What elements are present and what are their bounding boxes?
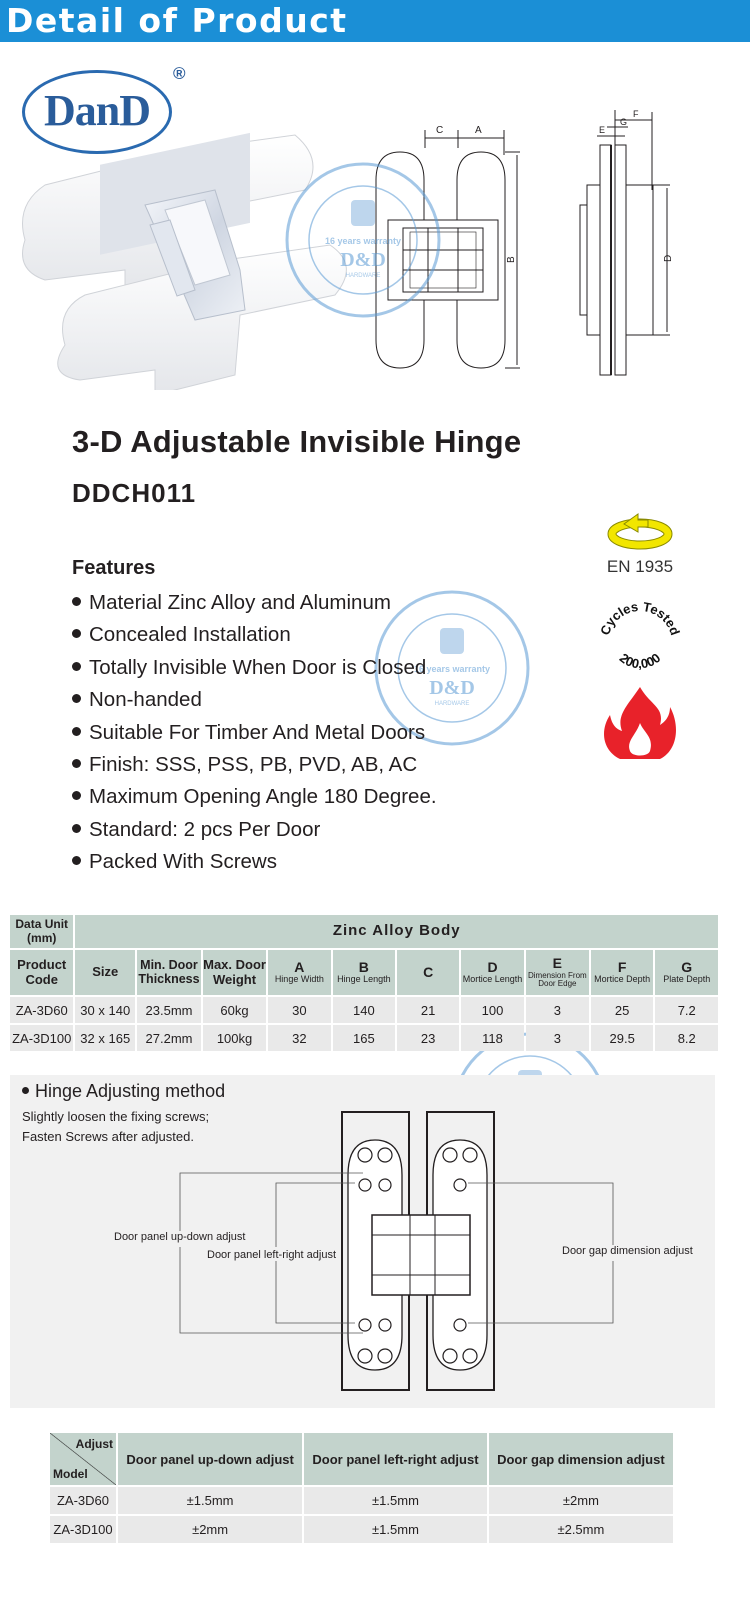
callout-left-right: Door panel left-right adjust (207, 1249, 337, 1261)
bullet-icon (72, 694, 81, 703)
dim-c-label: C (436, 125, 444, 136)
cell-size: 32 x 165 (75, 1025, 135, 1051)
body-material-header: Zinc Alloy Body (75, 915, 718, 948)
callout-gap: Door gap dimension adjust (562, 1245, 693, 1257)
feature-item: Suitable For Timber And Metal Doors (72, 717, 437, 749)
col-header-g: G Plate Depth (655, 950, 718, 995)
cell-gap: ±2mm (489, 1487, 673, 1514)
cell-e: 3 (526, 997, 589, 1023)
feature-item: Concealed Installation (72, 619, 437, 651)
feature-item: Non-handed (72, 684, 437, 716)
cell-up-down: ±1.5mm (118, 1487, 302, 1514)
cell-up-down: ±2mm (118, 1516, 302, 1543)
table-row (10, 997, 718, 1023)
col-header-left-right: Door panel left-right adjust (304, 1433, 487, 1485)
dim-g-label: G (620, 117, 628, 127)
cell-d: 100 (461, 997, 524, 1023)
cell-f: 29.5 (591, 1025, 654, 1051)
svg-text:16 years warranty: 16 years warranty (324, 236, 402, 246)
dim-e-label: E (599, 125, 606, 135)
cell-model: ZA-3D60 (50, 1487, 116, 1514)
cell-e: 3 (526, 1025, 589, 1051)
product-title: 3-D Adjustable Invisible Hinge (72, 424, 522, 459)
svg-text:Cycles Tested: Cycles Tested (597, 598, 683, 638)
feature-item: Totally Invisible When Door is Closed (72, 652, 437, 684)
col-header-min-thickness: Min. Door Thickness (137, 950, 201, 995)
feature-item: Material Zinc Alloy and Aluminum (72, 587, 437, 619)
cell-size: 30 x 140 (75, 997, 135, 1023)
cell-model: ZA-3D100 (50, 1516, 116, 1543)
col-header-e: E Dimension From Door Edge (526, 950, 589, 995)
features-heading: Features (72, 557, 156, 579)
cell-left-right: ±1.5mm (304, 1516, 487, 1543)
page-title: Detail of Product (6, 1, 348, 40)
fire-rated-icon (580, 685, 700, 760)
en1935-label: EN 1935 (606, 557, 674, 576)
adjusting-title: Hinge Adjusting method (22, 1081, 225, 1102)
cell-a: 32 (268, 1025, 330, 1051)
bullet-icon (22, 1087, 29, 1094)
adjusting-method-panel (10, 1075, 715, 1408)
feature-item: Maximum Opening Angle 180 Degree. (72, 781, 437, 813)
cell-min-thickness: 23.5mm (137, 997, 201, 1023)
feature-item: Packed With Screws (72, 846, 437, 878)
cell-max-weight: 60kg (203, 997, 266, 1023)
adjustment-table (48, 1431, 675, 1545)
col-header-f: F Mortice Depth (591, 950, 654, 995)
cell-product-code: ZA-3D60 (10, 997, 73, 1023)
dim-b-label: B (506, 256, 517, 263)
col-header-product-code: Product Code (10, 950, 73, 995)
adjusting-note: Slightly loosen the fixing screws; (22, 1109, 210, 1124)
bullet-icon (72, 791, 81, 800)
cell-max-weight: 100kg (203, 1025, 266, 1051)
spec-table (8, 913, 720, 1053)
bullet-icon (72, 629, 81, 638)
svg-text:D&D: D&D (340, 249, 386, 271)
cycles-tested-badge (580, 595, 700, 677)
cell-f: 25 (591, 997, 654, 1023)
feature-item: Finish: SSS, PSS, PB, PVD, AB, AC (72, 749, 437, 781)
bullet-icon (72, 597, 81, 606)
brand-name: DanD (43, 86, 151, 135)
product-photo (5, 130, 365, 390)
col-header-b: B Hinge Length (333, 950, 396, 995)
col-header-a: A Hinge Width (268, 950, 330, 995)
registered-mark: ® (173, 64, 186, 83)
cell-a: 30 (268, 997, 330, 1023)
svg-text:16 years warranty: 16 years warranty (413, 664, 491, 674)
cell-left-right: ±1.5mm (304, 1487, 487, 1514)
cell-product-code: ZA-3D100 (10, 1025, 73, 1051)
cell-gap: ±2.5mm (489, 1516, 673, 1543)
col-header-size: Size (75, 950, 135, 995)
table-row (10, 1025, 718, 1051)
col-header-up-down: Door panel up-down adjust (118, 1433, 302, 1485)
col-header-gap: Door gap dimension adjust (489, 1433, 673, 1485)
svg-text:D&D: D&D (429, 677, 475, 699)
col-header-d: D Mortice Length (461, 950, 524, 995)
dim-a-label: A (475, 125, 482, 136)
features-list (72, 587, 437, 879)
dim-d-label: D (663, 254, 674, 262)
dim-f-label: F (633, 109, 639, 119)
table-row (50, 1487, 673, 1514)
bullet-icon (72, 856, 81, 865)
svg-text:HARDWARE: HARDWARE (345, 273, 381, 279)
product-code: DDCH011 (72, 478, 197, 508)
cell-g: 8.2 (655, 1025, 718, 1051)
cell-b: 165 (333, 1025, 396, 1051)
unit-header: Data Unit (mm) (10, 915, 73, 948)
bullet-icon (72, 759, 81, 768)
cell-b: 140 (333, 997, 396, 1023)
svg-text:200,000: 200,000 (616, 650, 664, 672)
header-banner (0, 0, 750, 42)
feature-item: Standard: 2 pcs Per Door (72, 814, 437, 846)
cell-g: 7.2 (655, 997, 718, 1023)
cell-min-thickness: 27.2mm (137, 1025, 201, 1051)
svg-text:HARDWARE: HARDWARE (434, 701, 470, 707)
bullet-icon (72, 824, 81, 833)
en1935-rotation-icon (580, 510, 700, 550)
side-dimension-drawing (575, 100, 735, 390)
callout-up-down: Door panel up-down adjust (114, 1231, 246, 1243)
col-header-c: C (397, 950, 459, 995)
col-header-max-weight: Max. Door Weight (203, 950, 266, 995)
cell-c: 23 (397, 1025, 459, 1051)
front-dimension-drawing (368, 100, 538, 390)
bullet-icon (72, 662, 81, 671)
table-row (50, 1516, 673, 1543)
bullet-icon (72, 727, 81, 736)
cell-d: 118 (461, 1025, 524, 1051)
cell-c: 21 (397, 997, 459, 1023)
corner-header: Adjust Model (50, 1433, 116, 1485)
adjusting-note: Fasten Screws after adjusted. (22, 1129, 194, 1144)
